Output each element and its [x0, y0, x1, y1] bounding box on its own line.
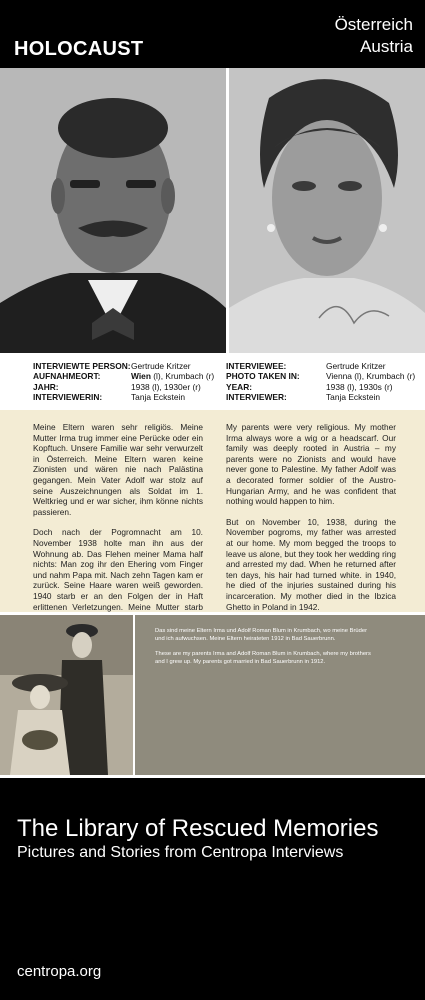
caption-german: Das sind meine Eltern Irma und Adolf Roman Blum in Krumbach, wo meine Brüder und ich aufwuchsen. Meine Eltern heirateten 1912 in Bad Sauerbrunn. [155, 628, 368, 642]
page-title: HOLOCAUST [14, 38, 144, 60]
meta-row: INTERVIEWEE: Gertrude Kritzer [226, 361, 386, 371]
country-label [335, 14, 413, 58]
header [0, 0, 425, 68]
spacer [0, 780, 425, 800]
meta-row: INTERVIEWTE PERSON:Gertrude Kritzer [33, 361, 191, 371]
story-text [0, 410, 425, 612]
meta-row: AUFNAHMEORT: Wien (l), Krumbach (r) [33, 371, 215, 382]
story-paragraph: My parents were very religious. My mother Irma always wore a wig or a headscarf. Our family was deeply rooted in Austria – my parents were no Zionists and would have never gone to Palestine. My father Adolf was a decorated former soldier of the Austro-Hungarian Army, and he was confident that nothing would happen to him. [226, 422, 396, 507]
story-paragraph: But on November 10, 1938, during the November pogroms, my father was arrested at our home. My mom begged the troops to leave us alone, but they took her wedding ring and arrested my dad. When he returned after ten days, his hair had turned white. in 1940, he died of the injuries sustained during his incarceration. My mother died in the Ibzica Ghetto in Poland in 1942. [226, 516, 396, 612]
country-de: Österreich [334, 15, 413, 34]
family-photo [0, 615, 133, 775]
meta-row: JAHR: 1938 (l), 1930er (r) [33, 381, 201, 392]
divider [0, 775, 425, 778]
footer [0, 800, 425, 1000]
family-section [0, 615, 425, 775]
meta-row: INTERVIEWERIN: Tanja Eckstein [33, 392, 185, 403]
portrait-father [0, 68, 226, 353]
family-caption [135, 615, 425, 775]
metadata-german [33, 361, 214, 403]
library-title: The Library of Rescued Memories [17, 815, 379, 842]
portrait-photos [0, 68, 425, 353]
story-german [33, 422, 203, 633]
story-english [226, 422, 396, 622]
library-subtitle: Pictures and Stories from Centropa Interviews [17, 844, 344, 861]
portrait-mother [229, 68, 425, 353]
meta-row: INTERVIEWER: Tanja Eckstein [226, 392, 380, 403]
story-paragraph: Doch nach der Pogromnacht am 10. November 1938 holte man ihn aus der Wohnung ab. Das Flehen meiner Mama half nichts: Man zog ihr den Ehering vom Finger und nahm Papa mit. Nach zehn Tagen kam er zurück. Seine Haare waren weiß geworden. 1940 starb er an den Folgen der in Haft erlittenen Verletzungen. Meine Mutter starb [33, 527, 203, 612]
meta-row: PHOTO TAKEN IN: Vienna (l), Krumbach (r) [226, 371, 416, 382]
country-en: Austria [360, 37, 413, 56]
meta-row: YEAR: 1938 (l), 1930s (r) [226, 381, 393, 392]
photo-metadata [0, 353, 425, 410]
website-link[interactable]: centropa.org [17, 963, 102, 980]
caption-english: These are my parents Irma and Adolf Roman Blum in Krumbach, where my brothers and I grew up. My parents got married in Bad Sauerbrunn in 1912. [155, 651, 371, 665]
metadata-english [226, 361, 415, 403]
story-paragraph: Meine Eltern waren sehr religiös. Meine Mutter Irma trug immer eine Perücke oder ein Kopftuch. Unsere Familie war sehr verwurzelt in Österreich. Meine Eltern waren keine Zionisten und wären nie nach Palästina gegangen. Mein Vater Adolf war stolz auf seine Auszeichnungen als Soldat im 1. Weltkrieg und er war sicher, ihm könne nichts passieren. [33, 422, 203, 517]
